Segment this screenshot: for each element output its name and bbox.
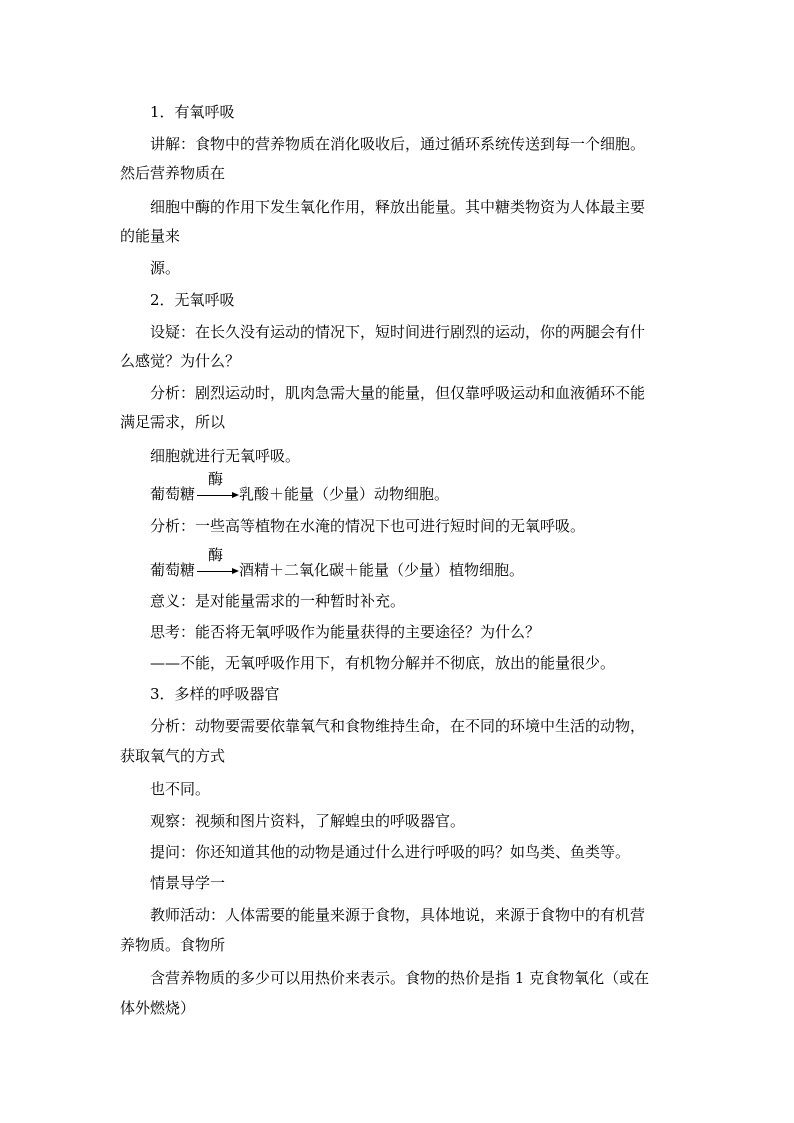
paragraph-line: 分析：剧烈运动时，肌肉急需大量的能量，但仅靠呼吸运动和血液循环不能 xyxy=(150,384,646,402)
heading-anaerobic-respiration: 2．无氧呼吸 xyxy=(150,291,235,309)
equation-reactant: 葡萄糖 xyxy=(150,485,196,503)
paragraph-line: 然后营养物质在 xyxy=(120,164,226,182)
reaction-arrow-icon xyxy=(197,470,239,504)
paragraph-line: 满足需求，所以 xyxy=(120,413,226,431)
paragraph-line: 体外燃烧） xyxy=(120,999,196,1017)
paragraph-line: 获取氧气的方式 xyxy=(120,747,226,765)
paragraph-line: 意义：是对能量需求的一种暂时补充。 xyxy=(150,592,406,610)
paragraph-line: 的能量来 xyxy=(120,227,181,245)
paragraph-line: 教师活动：人体需要的能量来源于食物，具体地说，来源于食物中的有机营 xyxy=(150,906,646,924)
paragraph-line: 源。 xyxy=(150,259,181,277)
equation-products: 乳酸＋能量（少量）动物细胞。 xyxy=(239,485,450,503)
equation-lactic-acid xyxy=(150,470,450,504)
paragraph-line: 细胞中酶的作用下发生氧化作用，释放出能量。其中糖类物资为人体最主要 xyxy=(150,198,646,216)
catalyst-label: 酶 xyxy=(208,546,224,564)
paragraph-line: 也不同。 xyxy=(150,780,211,798)
paragraph-line: 细胞就进行无氧呼吸。 xyxy=(150,447,301,465)
paragraph-line: 思考：能否将无氧呼吸作为能量获得的主要途径？为什么？ xyxy=(150,623,541,641)
heading-aerobic-respiration: 1．有氧呼吸 xyxy=(150,103,235,121)
paragraph-line: 养物质。食物所 xyxy=(120,936,226,954)
equation-reactant: 葡萄糖 xyxy=(150,561,196,579)
equation-alcohol xyxy=(150,546,525,580)
equation-products: 酒精＋二氧化碳＋能量（少量）植物细胞。 xyxy=(239,561,525,579)
paragraph-line: ——不能，无氧呼吸作用下，有机物分解并不彻底，放出的能量很少。 xyxy=(150,654,616,672)
paragraph-line: 含营养物质的多少可以用热价来表示。食物的热价是指 1 克食物氧化（或在 xyxy=(150,969,650,987)
paragraph-line: 讲解：食物中的营养物质在消化吸收后，通过循环系统传送到每一个细胞。 xyxy=(150,135,646,153)
paragraph-line: 提问：你还知道其他的动物是通过什么进行呼吸的吗？如鸟类、鱼类等。 xyxy=(150,843,631,861)
reaction-arrow-icon xyxy=(197,546,239,580)
paragraph-line: 观察：视频和图片资料，了解蝗虫的呼吸器官。 xyxy=(150,812,466,830)
paragraph-line: 分析：动物要需要依靠氧气和食物维持生命，在不同的环境中生活的动物， xyxy=(150,717,646,735)
paragraph-line: 分析：一些高等植物在水淹的情况下也可进行短时间的无氧呼吸。 xyxy=(150,517,586,535)
paragraph-line: 设疑：在长久没有运动的情况下，短时间进行剧烈的运动，你的两腿会有什 xyxy=(150,323,646,341)
catalyst-label: 酶 xyxy=(208,470,224,488)
paragraph-line: 么感觉？为什么？ xyxy=(120,352,241,370)
section-label: 情景导学一 xyxy=(150,874,226,892)
heading-respiratory-organs: 3．多样的呼吸器官 xyxy=(150,685,280,703)
